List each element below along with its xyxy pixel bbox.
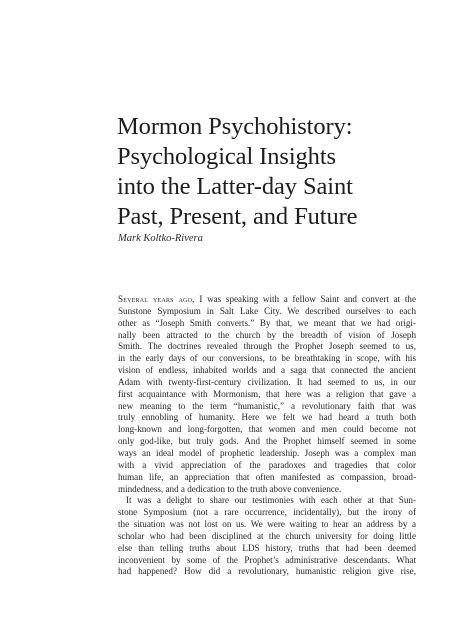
author-name: Mark Koltko-Rivera (118, 233, 203, 244)
body-line: Sunstone Symposium in Salt Lake City. We described ourselves to each (118, 305, 416, 316)
body-line: scholar who had been disciplined at the church university for doing little (118, 530, 416, 541)
body-line: the situation was not lost on us. We were waiting to hear an address by a (118, 519, 416, 530)
body-line: with a vivid appreciation of the paradoxes and tragedies that color (118, 459, 416, 470)
body-line: vision of endless, inhabited worlds and a saga that connected the ancient (118, 365, 416, 376)
body-line-1-text: I was speaking with a fellow Saint and convert at the (194, 294, 416, 304)
body-line: other as “Joseph Smith converts.” By that, we meant that we had origi- (118, 317, 416, 328)
body-line: Smith. The doctrines revealed through the Prophet Joseph seemed to us, (118, 341, 416, 352)
title-line-1: Mormon Psychohistory: (117, 113, 353, 140)
body-line: It was a delight to share our testimonies with each other at that Sun- (126, 495, 416, 506)
opening-smallcaps: Several years ago, (118, 294, 195, 304)
body-line: ways an ideal model of prophetic leadership. Joseph was a complex man (118, 447, 416, 458)
body-line: mindedness, and a dedication to the truth above convenience. (118, 483, 342, 494)
title-line-4: Past, Present, and Future (117, 203, 358, 230)
body-line: inconvenient by some of the Prophet’s administrative descendants. What (118, 554, 416, 565)
body-line: in the early days of our conversions, to be breathtaking in scope, with his (118, 353, 416, 364)
body-line: Adam with twenty-first-century civilization. It had seemed to us, in our (118, 376, 416, 387)
body-line: long-known and long-forgotten, that women and men could become not (118, 424, 416, 435)
title-line-2: Psychological Insights (117, 143, 336, 170)
body-line: new meaning to the term “humanistic,” a revolutionary faith that was (118, 400, 416, 411)
body-line: first acquaintance with Mormonism, that here was a religion that gave a (118, 388, 416, 399)
chapter-title (117, 112, 447, 232)
title-line-3: into the Latter-day Saint (117, 173, 353, 200)
body-line: nally been attracted to the church by the breadth of vision of Joseph (118, 329, 416, 340)
body-line: else than telling truths about LDS history, truths that had been deemed (118, 542, 416, 553)
body-line: had happened? How did a revolutionary, humanistic religion give rise, (118, 566, 416, 577)
body-text (118, 294, 416, 578)
body-line: stone Symposium (not a rare occurrence, incidentally), but the irony of (118, 507, 416, 518)
body-line (118, 294, 416, 306)
body-line: truly ennobling of humanity. Here we felt we had heard a truth both (118, 412, 416, 423)
body-line: human life, an appreciation that often manifested as compassion, broad- (118, 471, 416, 482)
body-line: only god-like, but truly gods. And the Prophet himself seemed in some (118, 436, 416, 447)
